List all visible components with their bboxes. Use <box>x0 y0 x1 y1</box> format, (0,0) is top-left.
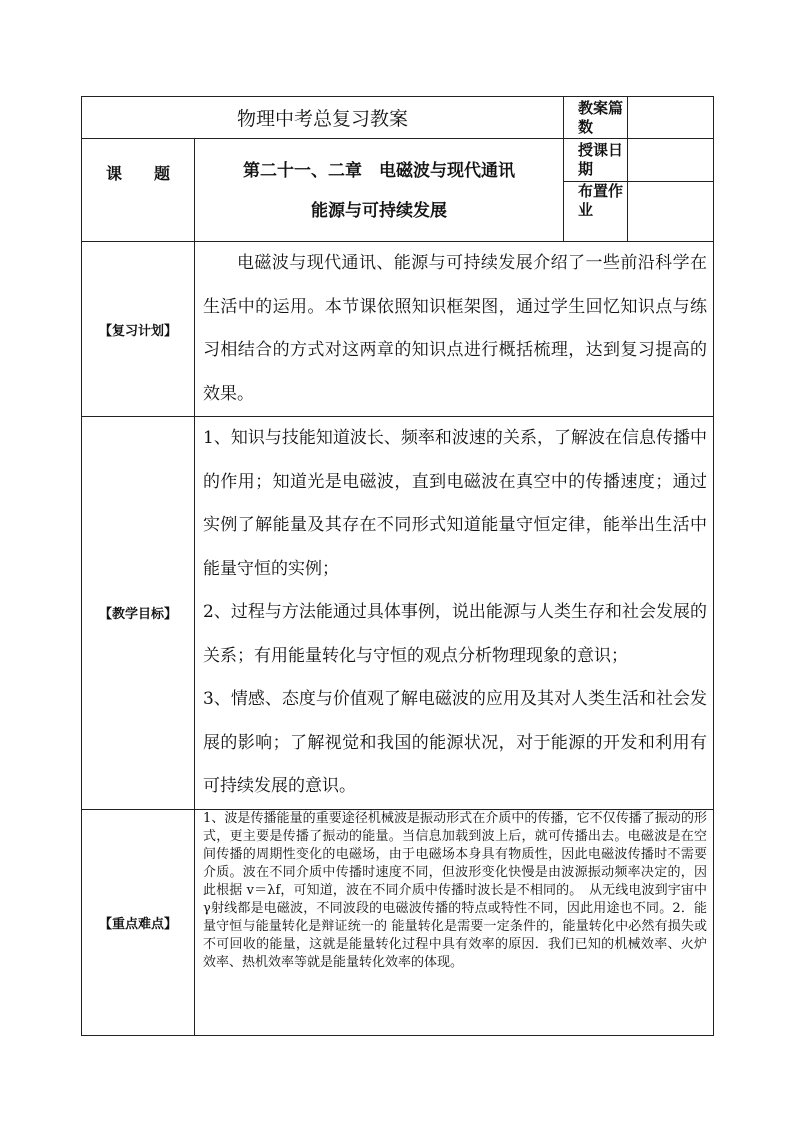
chapter-title-line1: 第二十一、二章 电磁波与现代通讯 <box>243 161 515 181</box>
teaching-goal-2: 2、过程与方法能通过具体事例，说出能源与人类生存和社会发展的关系；有用能量转化与守恒的观点分析物理现象的意识； <box>203 602 708 666</box>
teaching-goal-1: 1、知识与技能知道波长、频率和波速的关系，了解波在信息传播中的作用；知道光是电磁波，直到电磁波在真空中的传播速度；通过实例了解能量及其存在不同形式知道能量守恒定律，能举出生活中能量守恒的实例； <box>203 428 708 579</box>
teaching-goals-text <box>195 417 714 810</box>
teaching-goals-label: 【教学目标】 <box>82 417 195 810</box>
lesson-plan-table <box>81 96 714 1036</box>
document-title: 物理中考总复习教案 <box>82 97 564 139</box>
topic-label <box>82 139 195 242</box>
meta-value-stack <box>628 139 714 242</box>
homework-value <box>628 181 713 241</box>
date-label: 授课日期 <box>578 141 624 178</box>
teaching-goal-3: 3、情感、态度与价值观了解电磁波的应用及其对人类生活和社会发展的影响；了解视觉和我国的能源状况，对于能源的开发和利用有可持续发展的意识。 <box>203 689 708 796</box>
key-points-label: 【重点难点】 <box>82 809 195 1035</box>
meta-label-stack <box>564 139 628 242</box>
homework-label: 布置作业 <box>564 181 627 241</box>
chapter-title <box>195 139 564 242</box>
review-plan-label: 【复习计划】 <box>82 242 195 417</box>
key-points-text: 1、波是传播能量的重要途径机械波是振动形式在介质中的传播，它不仅传播了振动的形式，更主要是传播了振动的能量。当信息加载到波上后，就可传播出去。电磁波是在空间传播的周期性变化的电磁场，由于电磁场本身具有物质性，因此电磁波传播时不需要介质。波在不同介质中传播时速度不同，但波形变化快慢是由波源振动频率决定的，因此根据 v＝λf，可知道，波在不同介质中传播时波长是不相同的。 从无线电波到宇宙中γ射线都是电磁波，不同波段的电磁波传播的特点或特性不同，因此用途也不同。2．能量守恒与能量转化是辩证统一的 能量转化是需要一定条件的，能量转化中必然有损失或不可回收的能量，这就是能量转化过程中具有效率的原因．我们已知的机械效率、火炉效率、热机效率等就是能量转化效率的体现。 <box>195 809 714 1035</box>
topic-label-text: 课 题 <box>106 164 171 183</box>
lesson-count-value <box>628 97 714 139</box>
lesson-count-label: 教案篇数 <box>564 97 628 139</box>
chapter-title-line2: 能源与可持续发展 <box>311 201 447 221</box>
date-value <box>628 139 713 181</box>
review-plan-text: 电磁波与现代通讯、能源与可持续发展介绍了一些前沿科学在生活中的运用。本节课依照知识框架图，通过学生回忆知识点与练习相结合的方式对这两章的知识点进行概括梳理，达到复习提高的效果。 <box>195 242 714 417</box>
